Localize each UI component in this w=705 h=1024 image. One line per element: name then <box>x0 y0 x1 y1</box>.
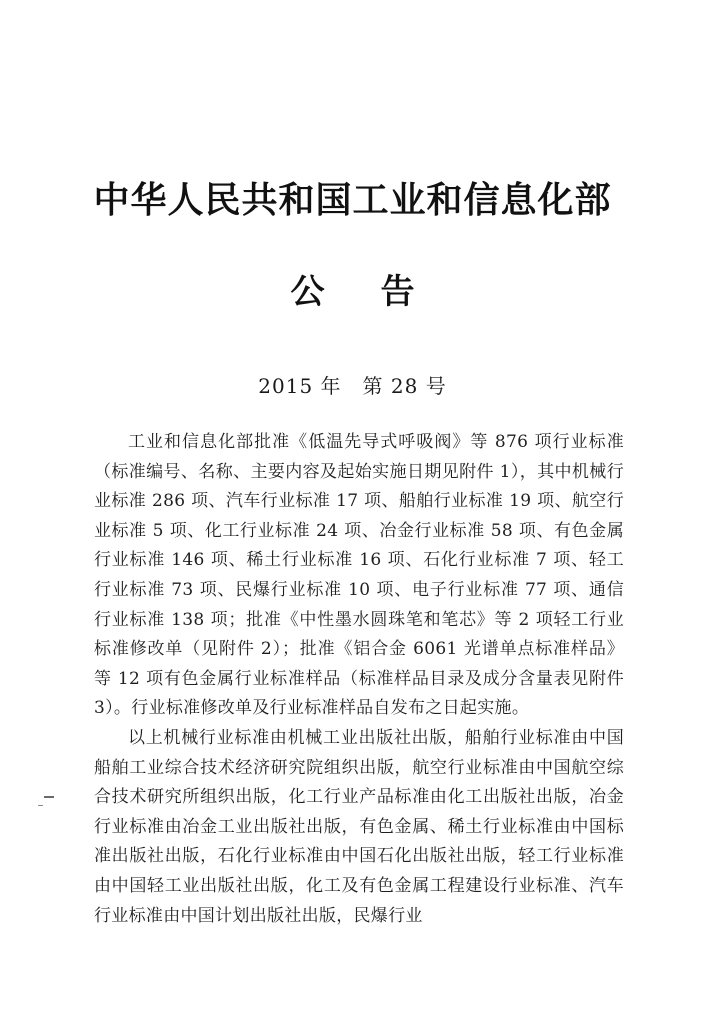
ministry-title: 中华人民共和国工业和信息化部 <box>93 179 612 221</box>
body-paragraph-1: 工业和信息化部批准《低温先导式呼吸阀》等 876 项行业标准（标准编号、名称、主要内容及起始实施日期见附件 1），其中机械行业标准 286 项、汽车行业标准 17 项、船舶行业标准 19 项、航空行业标准 5 项、化工行业标准 24 项、冶金行业标准 58 项、有色金属行业标准 146 项、稀土行业标准 16 项、石化行业标准 7 项、轻工行业标准 73 项、民爆行业标准 10 项、电子行业标准 77 项、通信行业标准 138 项；批准《中性墨水圆珠笔和笔芯》等 2 项轻工行业标准修改单（见附件 2）；批准《铝合金 6061 光谱单点标准样品》等 12 项有色金属行业标准样品（标准样品目录及成分含量表见附件 3）。行业标准修改单及行业标准样品自发布之日起实施。 <box>94 432 624 719</box>
body-paragraph-2: 以上机械行业标准由机械工业出版社出版，船舶行业标准由中国船舶工业综合技术经济研究院组织出版，航空行业标准由中国航空综合技术研究所组织出版，化工行业产品标准由化工出版社出版，冶金行业标准由冶金工业出版社出版，有色金属、稀土行业标准由中国标准出版社出版，石化行业标准由中国石化出版社出版，轻工行业标准由中国轻工业出版社出版，化工及有色金属工程建设行业标准、汽车行业标准由中国计划出版社出版，民爆行业 <box>94 727 624 926</box>
notice-title: 公告 <box>290 272 471 312</box>
scan-artifact-mark <box>44 796 54 798</box>
scan-artifact-mark-small <box>38 805 43 806</box>
issue-number: 2015 年 第 28 号 <box>258 374 447 398</box>
notice-body <box>94 428 624 931</box>
